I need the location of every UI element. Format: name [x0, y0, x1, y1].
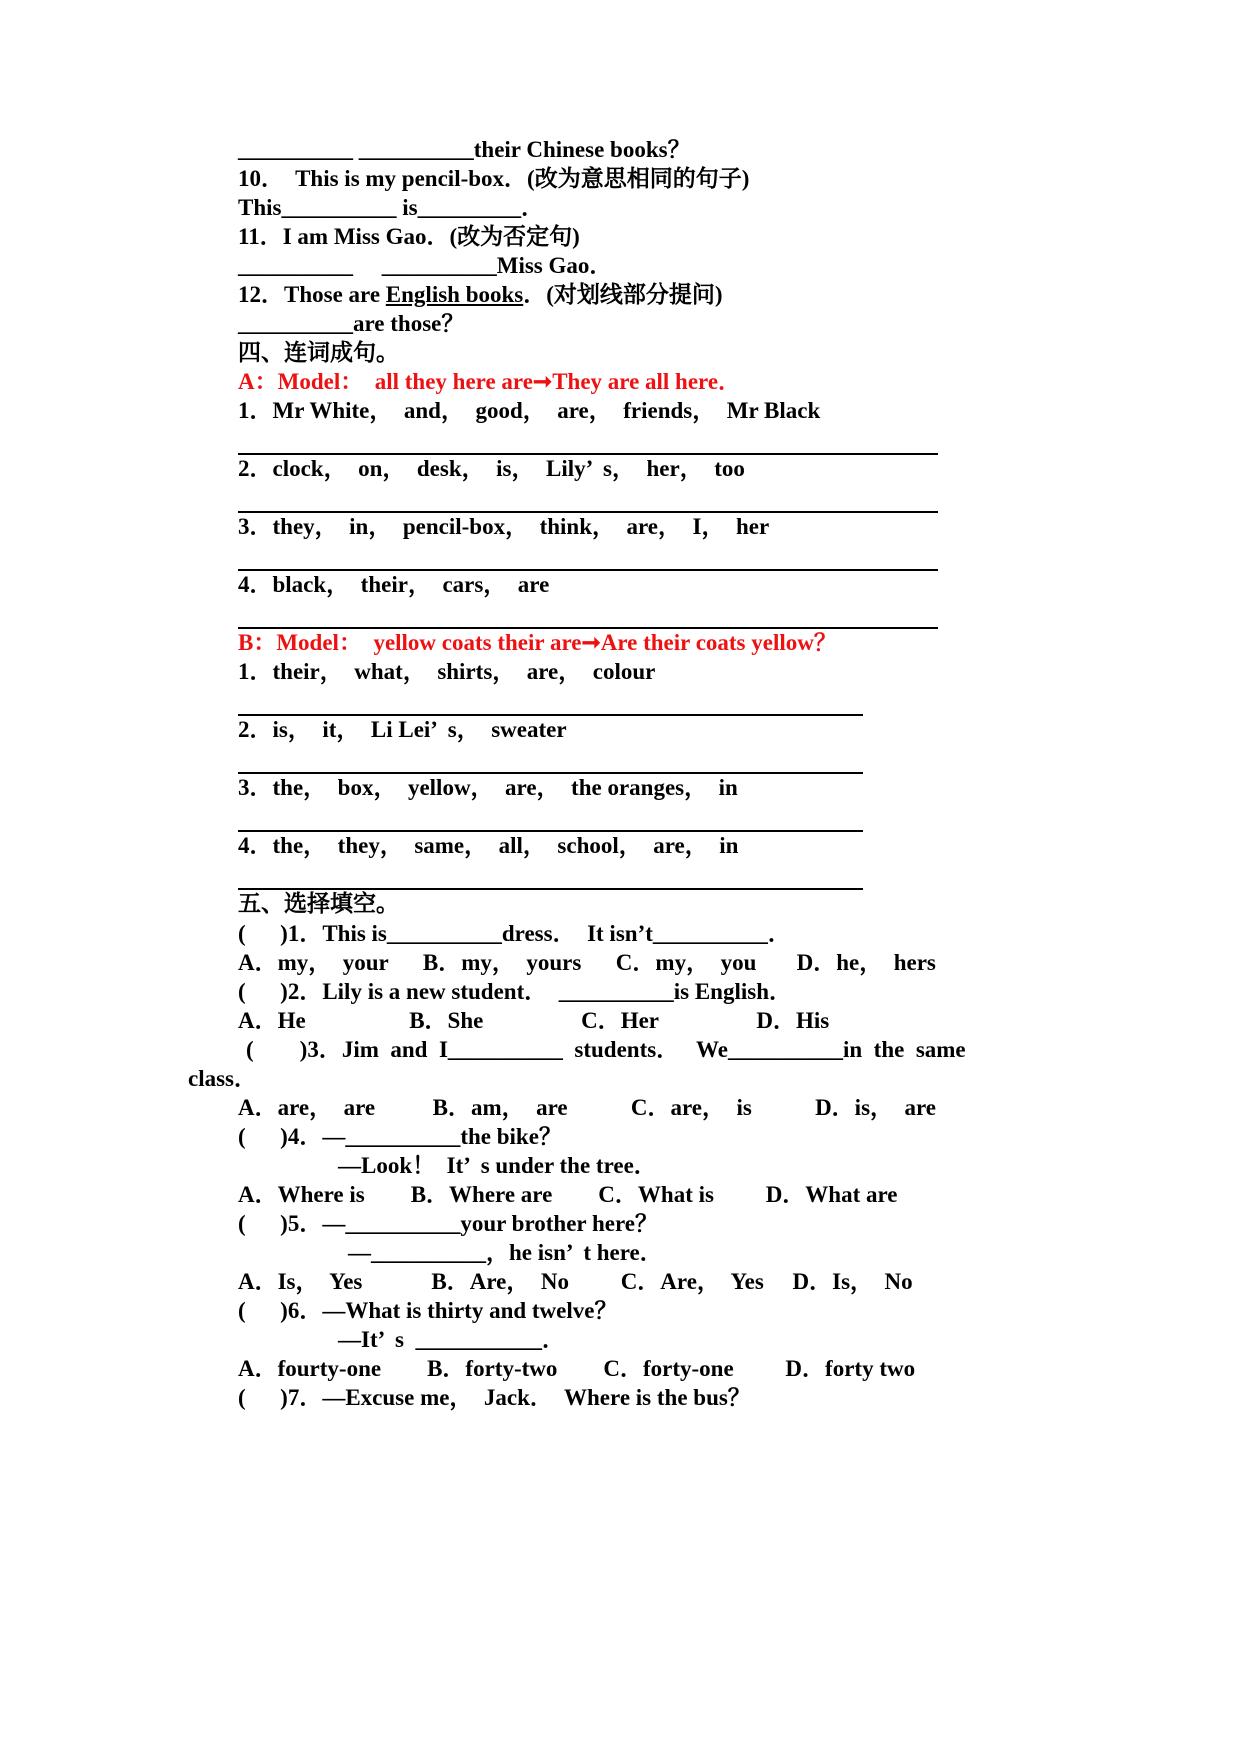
mc-q4-reply: —Look！ It’ s under the tree． — [338, 1153, 657, 1178]
section4-heading: 四、连词成句。 — [238, 340, 399, 365]
mc-q4-options: A．Where is B．Where are C．What is D．What are — [238, 1182, 898, 1207]
q10-answer-line: This__________ is_________． — [238, 195, 545, 220]
q12-underlined-phrase: English books — [385, 282, 524, 307]
s4a-item-2: 2．clock， on， desk， is， Lily’ s， her， too — [238, 456, 745, 481]
q12-question — [238, 281, 723, 309]
section4-model-b — [238, 629, 837, 657]
mc-q7: ( )7．—Excuse me， Jack． Where is the bus？ — [238, 1385, 751, 1410]
s4b-item-1: 1．their， what， shirts， are， colour — [238, 659, 656, 684]
q12-prefix: 12．Those are — [238, 282, 386, 307]
s4b-item-2: 2．is， it， Li Lei’ s， sweater — [238, 717, 567, 742]
mc-q2: ( )2．Lily is a new student． __________is English． — [238, 979, 792, 1004]
mc-q6-reply: —It’ s ___________． — [338, 1327, 566, 1352]
mc-q3-options: A．are， are B．am， are C．are， is D．is， are — [238, 1095, 937, 1120]
model-a-words: A：Model： all they here are — [238, 369, 533, 394]
mc-q1-options: A．my， your B．my， yours C．my， you D．he， hers — [238, 950, 936, 975]
s4a-item-3: 3．they， in， pencil-box， think， are， I， her — [238, 514, 770, 539]
q10-question: 10． This is my pencil-box．(改为意思相同的句子) — [238, 166, 750, 191]
mc-q5-reply: —__________，he isn’ t here． — [348, 1240, 663, 1265]
mc-q3: ( )3．Jim and I__________ students． We__________in the same — [246, 1037, 966, 1062]
mc-q2-options: A．He B．She C．Her D．His — [238, 1008, 830, 1033]
s4b-item-3: 3．the， box， yellow， are， the oranges， in — [238, 775, 738, 800]
model-b-words: B：Model： yellow coats their are — [238, 630, 582, 655]
model-b-answer: Are their coats yellow？ — [600, 630, 837, 655]
section5-heading: 五、选择填空。 — [238, 891, 399, 916]
right-arrow-icon: ➞ — [581, 630, 601, 655]
q12-answer-line: __________are those？ — [238, 311, 465, 336]
q12-suffix: ．(对划线部分提问) — [523, 282, 723, 307]
mc-q6-options: A．fourty-one B．forty-two C．forty-one D．forty two — [238, 1356, 916, 1381]
mc-q5-options: A．Is， Yes B．Are， No C．Are， Yes D．Is， No — [238, 1269, 913, 1294]
q11-answer-line: __________ __________Miss Gao． — [238, 253, 613, 278]
section4-model-a — [238, 368, 741, 396]
mc-q4: ( )4．—__________the bike？ — [238, 1124, 562, 1149]
mc-q3-continued: class． — [188, 1066, 257, 1091]
s4b-item-4: 4．the， they， same， all， school， are， in — [238, 833, 739, 858]
s4a-item-1: 1．Mr White， and， good， are， friends， Mr Black — [238, 398, 821, 423]
model-a-answer: They are all here． — [552, 369, 742, 394]
s4a-item-4: 4．black， their， cars， are — [238, 572, 550, 597]
right-arrow-icon: ➞ — [532, 369, 553, 394]
mc-q6: ( )6．—What is thirty and twelve？ — [238, 1298, 618, 1323]
q11-question: 11．I am Miss Gao．(改为否定句) — [238, 224, 580, 249]
mc-q5: ( )5．—__________your brother here？ — [238, 1211, 658, 1236]
mc-q1: ( )1．This is__________dress． It isn’t__________． — [238, 921, 791, 946]
q9-answer-line: __________ __________their Chinese books？ — [238, 137, 691, 162]
